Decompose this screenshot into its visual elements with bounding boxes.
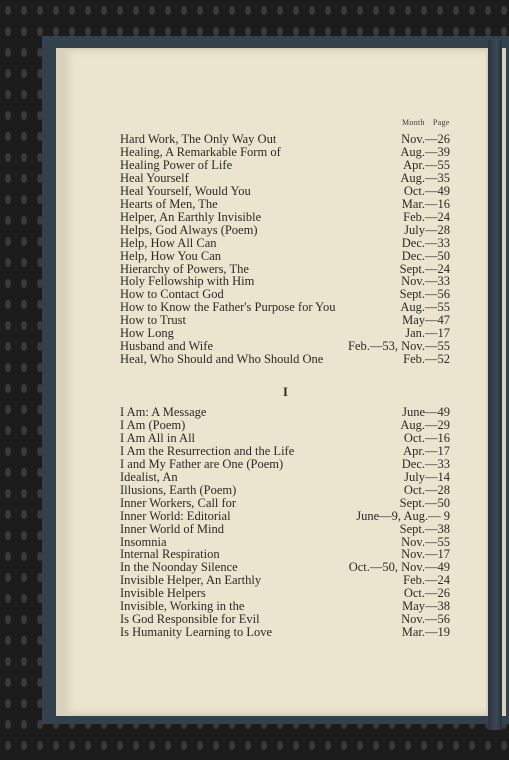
index-entry (120, 470, 450, 484)
index-entry (120, 223, 450, 237)
section-letter: I (283, 385, 288, 399)
entry-title: I and My Father are One (Poem) (120, 456, 284, 471)
entry-title: Invisible Helper, An Earthly (120, 573, 262, 588)
index-entry (120, 171, 450, 185)
entry-reference: Oct.—49 (403, 183, 450, 198)
index-entry (120, 418, 450, 432)
index-entry (120, 612, 450, 626)
index-entry (120, 444, 450, 458)
entry-reference: May—38 (402, 599, 450, 614)
index-entry (120, 535, 450, 549)
entry-title: I Am All in All (120, 430, 196, 445)
index-entry (120, 145, 450, 159)
entry-title: How to Trust (120, 313, 186, 328)
entry-reference: June—9, Aug.— 9 (356, 508, 450, 523)
index-entry (120, 352, 450, 366)
entry-reference: Dec.—33 (401, 456, 450, 471)
entry-reference: Sept.—38 (399, 521, 450, 536)
entry-title: Help, How You Can (120, 248, 222, 263)
entry-title: I Am: A Message (120, 405, 207, 419)
entry-title: Insomnia (120, 534, 167, 549)
entry-reference: Aug.—29 (400, 417, 450, 432)
index-entry (120, 274, 450, 288)
entry-title: Is God Responsible for Evil (120, 612, 260, 627)
entry-title: How Long (120, 326, 174, 341)
entry-reference: Dec.—50 (401, 248, 450, 263)
index-entry (120, 405, 450, 419)
index-entry (120, 625, 450, 639)
entry-title: Invisible, Working in the (120, 599, 245, 614)
index-entry (120, 184, 450, 198)
entry-title: Holy Fellowship with Him (120, 274, 255, 289)
index-entry (120, 483, 450, 497)
entry-title: Idealist, An (120, 469, 178, 484)
entry-title: Heal Yourself, Would You (120, 183, 251, 198)
entry-reference: Mar.—16 (401, 196, 450, 211)
entry-reference: Nov.—17 (401, 547, 450, 562)
index-entry (120, 197, 450, 211)
index-entry (120, 547, 450, 561)
entry-title: Hard Work, The Only Way Out (120, 132, 277, 146)
index-entry (120, 599, 450, 613)
entry-title: Help, How All Can (120, 235, 217, 250)
entry-reference: Nov.—33 (401, 274, 450, 289)
index-entry (120, 262, 450, 276)
index-entry (120, 573, 450, 587)
entry-reference: Feb.—53, Nov.—55 (348, 339, 450, 354)
entry-reference: Feb.—24 (403, 573, 450, 588)
entry-title: How to Know the Father's Purpose for You (120, 300, 336, 315)
entry-reference: Oct.—50, Nov.—49 (348, 560, 450, 575)
entry-reference: Apr.—17 (403, 443, 450, 458)
entry-reference: Oct.—26 (403, 586, 450, 601)
entry-title: Hierarchy of Powers, The (120, 261, 249, 276)
entry-title: In the Noonday Silence (120, 560, 238, 575)
entry-reference: Sept.—50 (399, 495, 450, 510)
entry-title: Inner World: Editorial (120, 508, 231, 523)
entry-title: Healing, A Remarkable Form of (120, 144, 281, 159)
entry-title: Invisible Helpers (120, 586, 206, 601)
entry-reference: Jan.—17 (405, 326, 450, 341)
entry-reference: Mar.—19 (401, 625, 450, 640)
entry-title: Helper, An Earthly Invisible (120, 209, 262, 224)
entry-title: I Am (Poem) (120, 417, 186, 432)
index-entry (120, 300, 450, 314)
entry-reference: Nov.—55 (401, 534, 450, 549)
entry-title: Healing Power of Life (120, 157, 233, 172)
entry-reference: June—49 (402, 405, 450, 419)
index-entry (120, 236, 450, 250)
index-entry (120, 210, 450, 224)
entry-title: Helps, God Always (Poem) (120, 222, 258, 237)
entry-title: Illusions, Earth (Poem) (120, 482, 237, 497)
entry-reference: Aug.—35 (400, 170, 450, 185)
entry-reference: Oct.—28 (403, 482, 450, 497)
entry-reference: Dec.—33 (401, 235, 450, 250)
index-entry (120, 132, 450, 146)
entry-title: Internal Respiration (120, 547, 220, 562)
entry-reference: Aug.—55 (400, 300, 450, 315)
entry-reference: Sept.—56 (399, 287, 450, 302)
entry-title: Heal, Who Should and Who Should One (120, 352, 324, 367)
index-entry (120, 313, 450, 327)
entry-reference: July—28 (404, 222, 450, 237)
entry-reference: Nov.—26 (401, 132, 450, 146)
entry-reference: May—47 (402, 313, 450, 328)
entry-reference: Sept.—24 (399, 261, 450, 276)
entry-reference: July—14 (404, 469, 450, 484)
index-entry (120, 249, 450, 263)
entry-reference: Feb.—24 (403, 209, 450, 224)
index-entry (120, 431, 450, 445)
index-entry (120, 586, 450, 600)
entry-reference: Nov.—56 (401, 612, 450, 627)
entry-reference: Apr.—55 (403, 157, 450, 172)
index-entry (120, 326, 450, 340)
entry-title: Is Humanity Learning to Love (120, 625, 273, 640)
entry-title: Inner Workers, Call for (120, 495, 237, 510)
entry-reference: Feb.—52 (403, 352, 450, 367)
index-entry (120, 339, 450, 353)
page-header: Page (432, 118, 450, 127)
index-entry (120, 522, 450, 536)
index-entry (120, 509, 450, 523)
entry-reference: Oct.—16 (403, 430, 450, 445)
index-entry (120, 457, 450, 471)
index-entry (120, 560, 450, 574)
month-header: Month (402, 118, 425, 127)
index-entry (120, 287, 450, 301)
entry-title: Heal Yourself (120, 170, 189, 185)
entry-title: Husband and Wife (120, 339, 213, 354)
entry-title: I Am the Resurrection and the Life (120, 443, 295, 458)
entry-title: How to Contact God (120, 287, 224, 302)
entry-title: Inner World of Mind (120, 521, 224, 536)
entry-reference: Aug.—39 (400, 144, 450, 159)
index-entry (120, 496, 450, 510)
entry-title: Hearts of Men, The (120, 196, 218, 211)
index-entry (120, 158, 450, 172)
